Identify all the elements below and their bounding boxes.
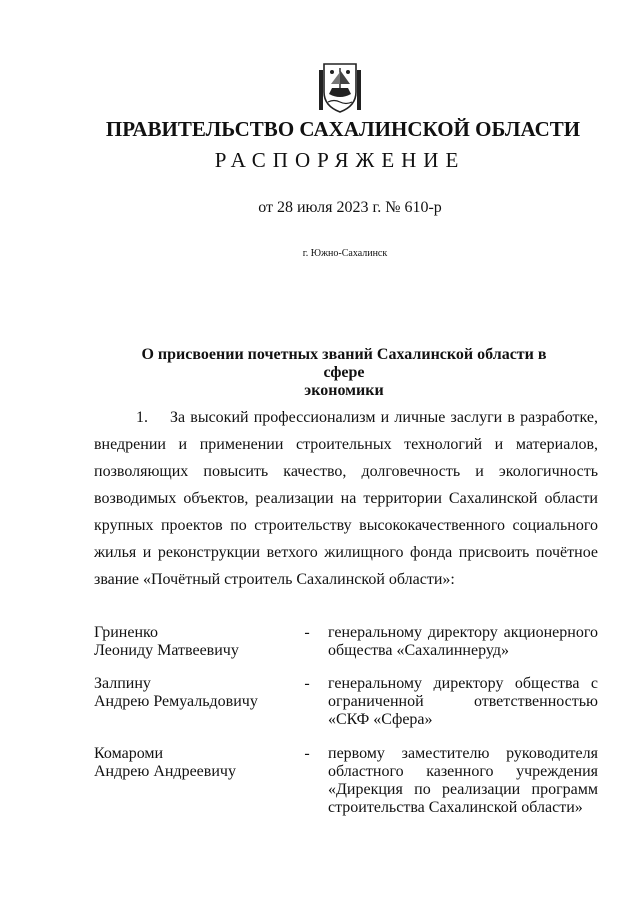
awardee-name: Залпину Андрею Ремуальдовичу [94, 675, 258, 710]
paragraph-1 [94, 404, 598, 593]
awardee-entry [94, 675, 604, 733]
awardee-dash: - [304, 624, 310, 641]
paragraph-line: жилья и реконструкции ветхого жилищного фонда присвоить почётное [94, 544, 598, 561]
paragraph-line: крупных проектов по строительству высококачественного социального [94, 517, 598, 534]
document-type: РАСПОРЯЖЕНИЕ [214, 148, 466, 172]
awardee-dash: - [304, 745, 310, 762]
coat-of-arms-emblem [318, 60, 362, 114]
awardee-position: генеральному директору акционерного общества «Сахалиннеруд» [328, 624, 598, 659]
awardee-dash: - [304, 675, 310, 692]
paragraph-line: 1. За высокий профессионализм и личные заслуги в разработке, [94, 404, 598, 431]
document-city: г. Южно-Сахалинск [302, 248, 388, 259]
paragraph-line: позволяющих повысить качество, долговечность и экологичность [94, 463, 598, 480]
awardee-name: Комароми Андрею Андреевичу [94, 745, 236, 780]
government-title: ПРАВИТЕЛЬСТВО САХАЛИНСКОЙ ОБЛАСТИ [105, 117, 581, 141]
document-subject [120, 346, 568, 400]
awardee-name: Гриненко Леониду Матвеевичу [94, 624, 239, 659]
paragraph-line: внедрении и применении строительных технологий и материалов, [94, 436, 598, 453]
awardee-entry [94, 745, 604, 821]
awardee-position: генеральному директору общества с ограниченной ответственностью «СКФ «Сфера» [328, 675, 598, 728]
subject-line: О присвоении почетных званий Сахалинской области в сфере [141, 346, 547, 381]
document-date-number: от 28 июля 2023 г. № 610-р [258, 199, 442, 216]
awardee-position: первому заместителю руководителя областного казенного учреждения «Дирекция по реализации программ строительства Сахалинской области» [328, 745, 598, 816]
paragraph-line: возводимых объектов, реализации на территории Сахалинской области [94, 490, 598, 507]
subject-line: экономики [304, 382, 384, 399]
paragraph-number: 1. [136, 409, 148, 426]
paragraph-line: звание «Почётный строитель Сахалинской области»: [94, 571, 455, 588]
awardee-entry [94, 624, 604, 664]
